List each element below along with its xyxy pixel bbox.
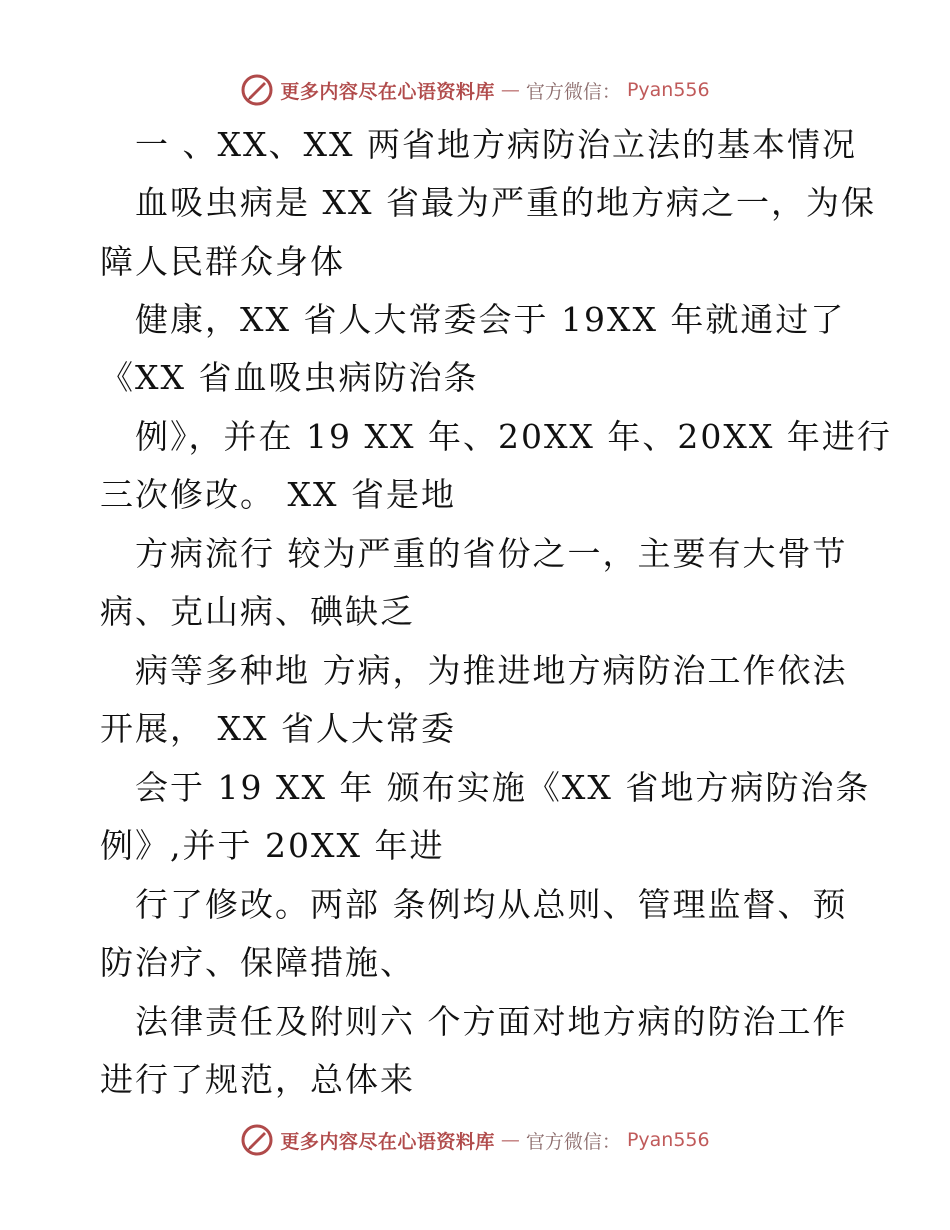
watermark-main-text: 更多内容尽在心语资料库 — [280, 80, 495, 103]
watermark-dash: — — [500, 79, 520, 101]
text-line: 防治疗、保障措施、 — [100, 943, 415, 982]
text-line: 障人民群众身体 — [100, 242, 345, 281]
watermark-header — [0, 70, 950, 110]
quill-logo-icon — [240, 73, 274, 107]
text-line: 法律责任及附则六 个方面对地方病的防治工作 — [135, 1002, 848, 1041]
text-line: 开展， XX 省人大常委 — [100, 709, 456, 748]
text-line: 进行了规范，总体来 — [100, 1060, 415, 1099]
watermark-id: Pyan556 — [626, 1129, 710, 1151]
text-line: 健康，XX 省人大常委会于 19XX 年就通过了 — [135, 300, 846, 339]
text-line: 血吸虫病是 XX 省最为严重的地方病之一，为保 — [135, 183, 876, 222]
watermark-main-text: 更多内容尽在心语资料库 — [280, 1130, 495, 1153]
quill-logo-icon — [240, 1123, 274, 1157]
text-line: 例》,并于 20XX 年进 — [100, 826, 445, 865]
watermark-footer — [0, 1120, 950, 1160]
heading-line: 一 、XX、XX 两省地方病防治立法的基本情况 — [135, 125, 857, 164]
text-line: 会于 19 XX 年 颁布实施《XX 省地方病防治条 — [135, 768, 871, 807]
watermark-sub-text: 官方微信： — [525, 1130, 621, 1153]
text-line: 病、克山病、碘缺乏 — [100, 592, 415, 631]
text-line: 例》，并在 19 XX 年、20XX 年、20XX 年进行 — [135, 417, 892, 456]
watermark-id: Pyan556 — [626, 79, 710, 101]
watermark-dash: — — [500, 1129, 520, 1151]
text-line: 《XX 省血吸虫病防治条 — [100, 358, 479, 397]
watermark-sub-text: 官方微信： — [525, 80, 621, 103]
text-line: 病等多种地 方病，为推进地方病防治工作依法 — [135, 651, 848, 690]
text-line: 方病流行 较为严重的省份之一，主要有大骨节 — [135, 534, 848, 573]
text-line: 行了修改。两部 条例均从总则、管理监督、预 — [135, 885, 848, 924]
text-line: 三次修改。 XX 省是地 — [100, 475, 456, 514]
